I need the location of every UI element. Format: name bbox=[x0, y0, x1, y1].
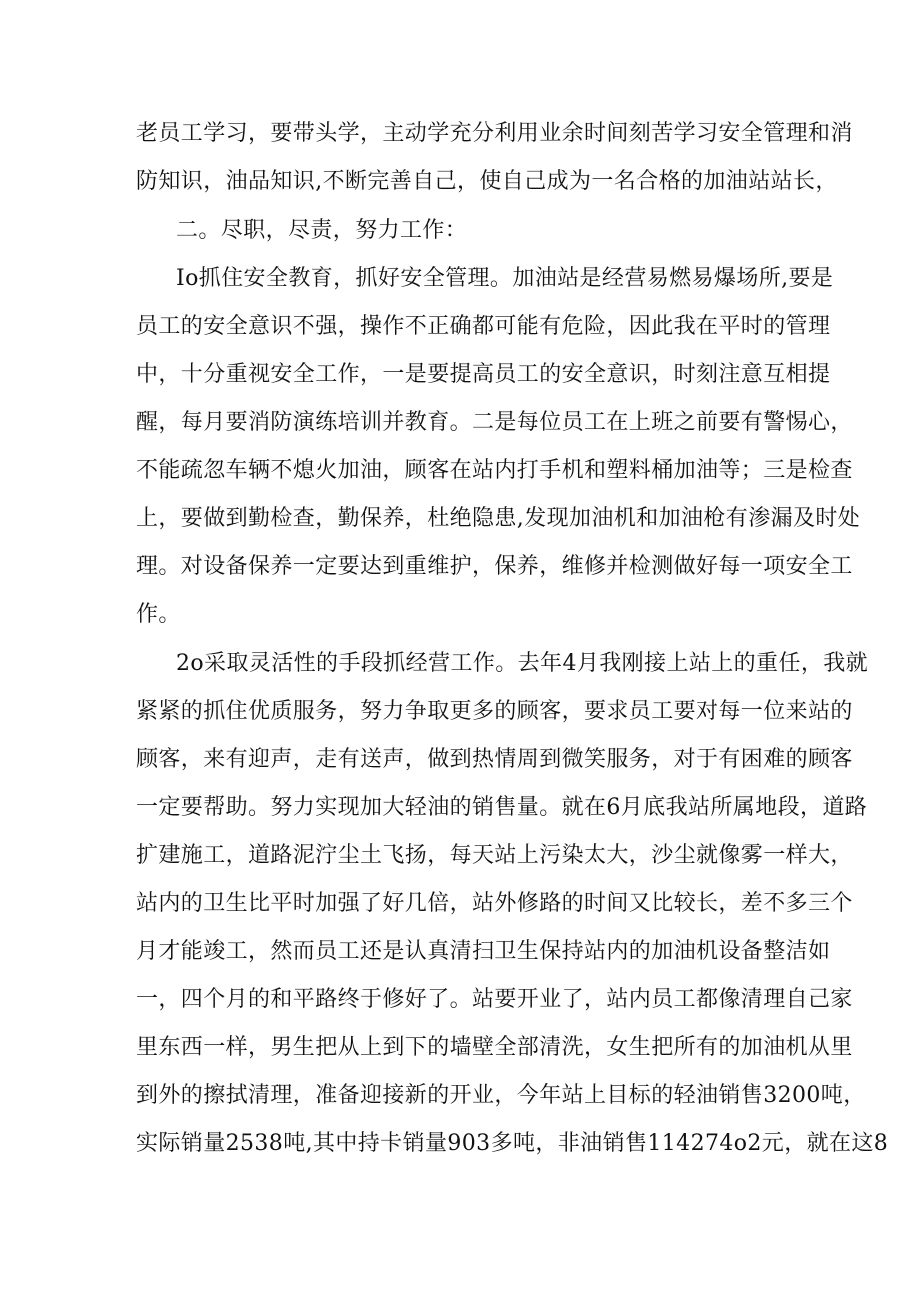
text-line: 中，十分重视安全工作，一是要提高员工的安全意识，时刻注意互相提 bbox=[136, 362, 831, 387]
text-line: 上，要做到勤检查，勤保养，杜绝隐患,发现加油机和加油枪有渗漏及时处 bbox=[136, 506, 861, 531]
text-line: 紧紧的抓住优质服务，努力争取更多的顾客，要求员工要对每一位来站的 bbox=[136, 699, 853, 724]
section-heading: 二。尽职，尽责，努力工作： bbox=[176, 218, 468, 243]
text-line: 一定要帮助。努力实现加大轻油的销售量。就在6月底我站所属地段，道路 bbox=[136, 795, 868, 820]
text-line: 扩建施工，道路泥泞尘土飞扬，每天站上污染太大，沙尘就像雾一样大， bbox=[136, 843, 853, 868]
paragraph-first-line: Io抓住安全教育，抓好安全管理。加油站是经营易燃易爆场所,要是 bbox=[176, 266, 834, 291]
text-line: 里东西一样，男生把从上到下的墙壁全部清洗，女生把所有的加油机从里 bbox=[136, 1035, 853, 1060]
text-line: 一，四个月的和平路终于修好了。站要开业了，站内员工都像清理自己家 bbox=[136, 987, 853, 1012]
text-line: 理。对设备保养一定要达到重维护，保养，维修并检测做好每一项安全工 bbox=[136, 554, 853, 579]
text-line: 站内的卫生比平时加强了好几倍，站外修路的时间又比较长，差不多三个 bbox=[136, 891, 853, 916]
text-line: 员工的安全意识不强，操作不正确都可能有危险，因此我在平时的管理 bbox=[136, 314, 831, 339]
paragraph-first-line: 2o采取灵活性的手段抓经营工作。去年4月我刚接上站上的重任，我就 bbox=[176, 651, 869, 676]
text-line: 醒，每月要消防演练培训并教育。二是每位员工在上班之前要有警惕心， bbox=[136, 410, 853, 435]
text-line: 顾客，来有迎声，走有送声，做到热情周到微笑服务，对于有困难的顾客 bbox=[136, 747, 853, 772]
text-line: 实际销量2538吨,其中持卡销量903多吨，非油销售114274o2元，就在这8 bbox=[136, 1131, 889, 1156]
text-line: 到外的擦拭清理，准备迎接新的开业，今年站上目标的轻油销售3200吨， bbox=[136, 1083, 866, 1108]
text-line: 老员工学习，要带头学，主动学充分利用业余时间刻苦学习安全管理和消 bbox=[136, 121, 853, 146]
text-line: 不能疏忽车辆不熄火加油，顾客在站内打手机和塑料桶加油等；三是检查 bbox=[136, 458, 853, 483]
text-line: 月才能竣工，然而员工还是认真清扫卫生保持站内的加油机设备整洁如 bbox=[136, 939, 831, 964]
text-line: 作。 bbox=[136, 602, 181, 627]
text-line: 防知识，油品知识,不断完善自己，使自己成为一名合格的加油站站长， bbox=[136, 169, 838, 194]
